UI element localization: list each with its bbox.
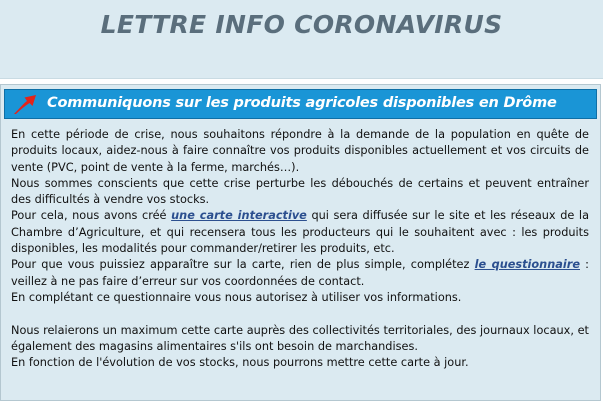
paragraph-relay: Nous relaierons un maximum cette carte auprès des collectivités territoriales, des journaux locaux, et également des magasins alimentaires s'ils ont besoin de marchandises. [11, 323, 589, 353]
paragraph-questionnaire [11, 257, 589, 290]
paragraph-context: Nous sommes conscients que cette crise perturbe les débouchés de certains et peuvent entraîner des difficultés à vendre vos stocks. [11, 176, 589, 207]
map-text-before: Pour cela, nous avons créé [11, 209, 172, 223]
paragraph-spacer [11, 306, 589, 322]
section-title: Communiquons sur les produits agricoles disponibles en Drôme [47, 95, 557, 111]
page-title: LETTRE INFO CORONAVIRUS [100, 10, 503, 39]
article-body [11, 127, 589, 371]
red-arrow-icon [13, 94, 37, 115]
content-panel [0, 84, 601, 401]
paragraph-map [11, 208, 589, 257]
questionnaire-text-after: : veillez à ne pas faire d’erreur sur vos coordonnées de contact. [11, 258, 589, 288]
questionnaire-text-before: Pour que vous puissiez apparaître sur la carte, rien de plus simple, complétez [11, 258, 475, 272]
map-text-after: qui sera diffusée sur le site et les réseaux de la Chambre d’Agriculture, et qui recensera tous les producteurs qui le souhaitent avec : les produits disponibles, les modalités pour commander/retirer les produits, etc. [11, 209, 589, 256]
questionnaire-link[interactable]: le questionnaire [474, 258, 580, 272]
paragraph-intro: En cette période de crise, nous souhaitons répondre à la demande de la population en quête de produits locaux, aidez-nous à faire connaître vos produits disponibles actuellement et vos circuits de vente (PVC, point de vente à la ferme, marchés…). [11, 128, 589, 174]
paragraph-update: En fonction de l'évolution de vos stocks, nous pourrons mettre cette carte à jour. [11, 356, 469, 370]
paragraph-consent: En complétant ce questionnaire vous nous autorisez à utiliser vos informations. [11, 290, 462, 304]
interactive-map-link[interactable]: une carte interactive [171, 209, 307, 223]
header-band [0, 0, 603, 79]
section-header [4, 89, 597, 119]
